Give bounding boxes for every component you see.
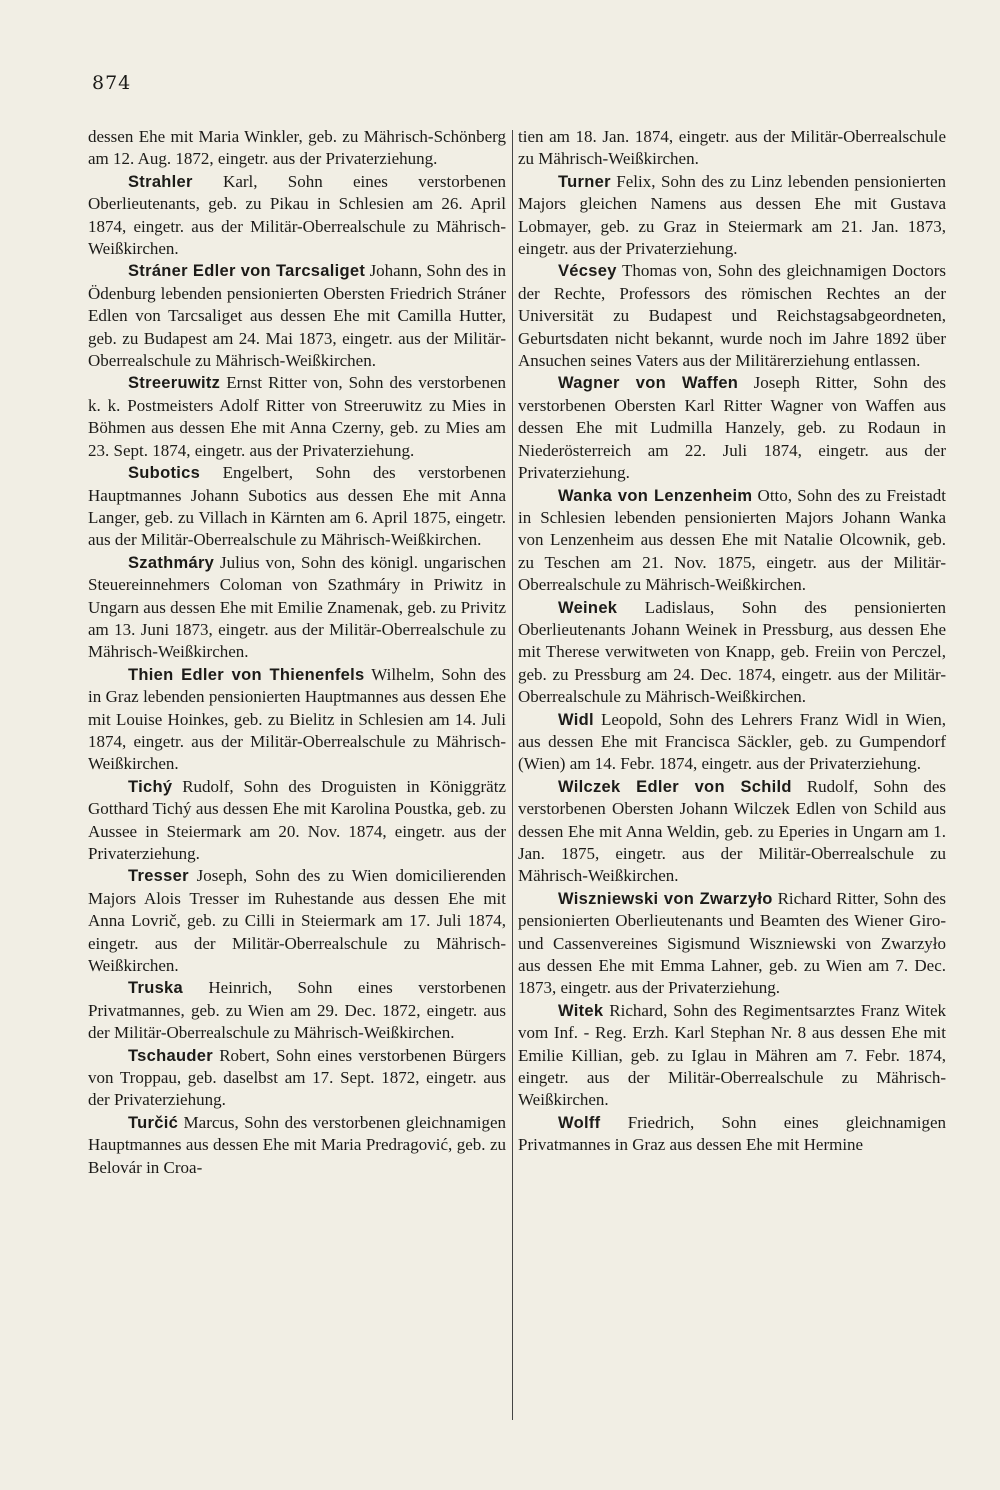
list-item xyxy=(88,260,506,372)
entry-surname: Wilczek Edler von Schild xyxy=(558,777,792,796)
entry-surname: Strahler xyxy=(128,172,193,191)
entry-text: Joseph, Sohn des zu Wien domicilierenden Majors Alois Tresser im Ruhestande aus dessen Ehe mit Anna Lovrič, geb. zu Cilli in Steiermark am 17. Juli 1874, eingetr. aus der Militär-Oberrealschule zu Mährisch-Weißkirchen. xyxy=(88,866,506,976)
entry-text: Leopold, Sohn des Lehrers Franz Widl in Wien, aus dessen Ehe mit Francisca Säckler, geb. zu Gumpendorf (Wien) am 14. Febr. 1874, eingetr. aus der Privaterziehung. xyxy=(518,709,946,774)
entry-text: Ernst Ritter von, Sohn des verstorbenen k. k. Postmeisters Adolf Ritter von Streeruwitz zu Mies in Böhmen aus dessen Ehe mit Anna Czerny, geb. zu Mies am 23. Sept. 1874, eingetr. aus der Privaterziehung. xyxy=(88,373,506,460)
entry-text: Friedrich, Sohn eines gleichnamigen Privatmannes in Graz aus dessen Ehe mit Hermine xyxy=(518,1112,946,1155)
entry-text: Richard Ritter, Sohn des pensionierten Oberlieutenants und Beamten des Wiener Giro- und Cassenvereines Sigismund Wiszniewski von Zwarzyło aus dessen Ehe mit Emma Lahner, geb. zu Wien am 7. Dec. 1873, eingetr. aus der Privaterziehung. xyxy=(518,888,947,998)
list-item xyxy=(88,1045,506,1112)
entry-text: Rudolf, Sohn des verstorbenen Obersten Johann Wilczek Edlen von Schild aus dessen Ehe mit Anna Weldin, geb. zu Eperies in Ungarn am 1. Jan. 1875, eingetr. aus der Militär-Oberrealschule zu Mährisch-Weißkirchen. xyxy=(518,776,946,886)
entry-surname: Tichý xyxy=(128,777,173,796)
list-item xyxy=(518,372,946,484)
entry-surname: Weinek xyxy=(558,598,618,617)
entry-surname: Wolff xyxy=(558,1113,601,1132)
list-item xyxy=(88,552,506,664)
entry-surname: Witek xyxy=(558,1001,604,1020)
entry-surname: Wanka von Lenzenheim xyxy=(558,486,753,505)
entry-surname: Streeruwitz xyxy=(128,374,221,393)
right-column xyxy=(518,126,946,1157)
entry-text: dessen Ehe mit Maria Winkler, geb. zu Mährisch-Schönberg am 12. Aug. 1872, eingetr. aus der Privaterziehung. xyxy=(88,127,506,169)
left-column xyxy=(88,126,506,1179)
entry-text: Heinrich, Sohn eines verstorbenen Privatmannes, geb. zu Wien am 29. Dec. 1872, eingetr. aus der Militär-Oberrealschule zu Mährisch-Weißkirchen. xyxy=(88,978,506,1043)
entry-text: Engelbert, Sohn des verstorbenen Hauptmannes Johann Subotics aus dessen Ehe mit Anna Langer, geb. zu Villach in Kärnten am 6. April 1875, eingetr. aus der Militär-Oberrealschule zu Mährisch-Weißkirchen. xyxy=(88,463,506,550)
list-item xyxy=(518,171,946,261)
entry-text: Wilhelm, Sohn des in Graz lebenden pensionierten Hauptmannes aus dessen Ehe mit Louise Hoinkes, geb. zu Bielitz in Schlesien am 14. Juli 1874, eingetr. aus der Militär-Oberrealschule zu Mährisch-Weißkirchen. xyxy=(88,664,506,774)
list-item xyxy=(88,776,506,866)
column-divider xyxy=(512,130,513,1420)
entry-surname: Wagner von Waffen xyxy=(558,374,739,393)
entry-surname: Turner xyxy=(558,172,611,191)
entry-surname: Widl xyxy=(558,710,594,729)
list-item xyxy=(518,709,946,776)
list-item xyxy=(88,977,506,1044)
page-number: 874 xyxy=(92,72,132,94)
list-item xyxy=(518,888,946,1000)
list-item xyxy=(88,171,506,261)
list-item xyxy=(88,1112,506,1179)
entry-surname: Tschauder xyxy=(128,1046,213,1065)
list-item xyxy=(518,126,946,171)
list-item xyxy=(518,485,946,597)
list-item xyxy=(88,372,506,462)
list-item xyxy=(88,865,506,977)
entry-text: Thomas von, Sohn des gleichnamigen Doctors der Rechte, Professors des römischen Rechtes an der Universität zu Budapest und Reichstagsabgeordneten, Geburtsdaten nicht bekannt, wurde noch im Jahre 1892 über Ansuchen seines Vaters aus der Militärerziehung entlassen. xyxy=(518,261,946,371)
entry-text: Julius von, Sohn des königl. ungarischen Steuereinnehmers Coloman von Szathmáry in Priwitz in Ungarn aus dessen Ehe mit Emilie Znamenak, geb. zu Privitz am 13. Juni 1873, eingetr. aus der Militär-Oberrealschule zu Mährisch-Weißkirchen. xyxy=(88,552,506,662)
entry-surname: Szathmáry xyxy=(128,553,215,572)
list-item xyxy=(88,664,506,776)
entry-text: Johann, Sohn des in Ödenburg lebenden pensionierten Obersten Friedrich Stráner Edlen von Tarcsaliget aus dessen Ehe mit Camilla Hutter, geb. zu Budapest am 24. Mai 1873, eingetr. aus der Militär-Oberrealschule zu Mährisch-Weißkirchen. xyxy=(88,261,507,371)
entry-text: Rudolf, Sohn des Droguisten in Königgrätz Gotthard Tichý aus dessen Ehe mit Karolina Poustka, geb. zu Aussee in Steiermark am 20. Nov. 1874, eingetr. aus der Privaterziehung. xyxy=(88,776,506,863)
list-item xyxy=(88,462,506,552)
list-item xyxy=(518,597,946,709)
entry-surname: Tresser xyxy=(128,867,189,886)
entry-surname: Turčić xyxy=(128,1113,179,1132)
entry-text: Robert, Sohn eines verstorbenen Bürgers von Troppau, geb. daselbst am 17. Sept. 1872, eingetr. aus der Privaterziehung. xyxy=(88,1045,506,1110)
list-item xyxy=(518,776,946,888)
list-item xyxy=(88,126,506,171)
entry-surname: Vécsey xyxy=(558,262,617,281)
entry-text: Richard, Sohn des Regimentsarztes Franz Witek vom Inf. - Reg. Erzh. Karl Stephan Nr. 8 aus dessen Ehe mit Emilie Killian, geb. zu Iglau in Mähren am 7. Febr. 1874, eingetr. aus der Militär-Oberrealschule zu Mährisch-Weißkirchen. xyxy=(518,1000,946,1110)
entry-text: Marcus, Sohn des verstorbenen gleichnamigen Hauptmannes aus dessen Ehe mit Maria Predragović, geb. zu Belovár in Croa- xyxy=(88,1112,506,1177)
entry-text: Otto, Sohn des zu Freistadt in Schlesien lebenden pensionierten Majors Johann Wanka von Lenzenheim aus dessen Ehe mit Natalie Olcownik, geb. zu Teschen am 21. Nov. 1875, eingetr. aus der Militär-Oberrealschule zu Mährisch-Weißkirchen. xyxy=(518,485,946,595)
entry-text: Joseph Ritter, Sohn des verstorbenen Obersten Karl Ritter Wagner von Waffen aus dessen Ehe mit Ludmilla Hanzely, geb. zu Rodaun in Niederösterreich am 22. Juli 1874, eingetr. aus der Privaterziehung. xyxy=(518,373,946,483)
entry-surname: Subotics xyxy=(128,464,201,483)
entry-text: tien am 18. Jan. 1874, eingetr. aus der Militär-Oberrealschule zu Mährisch-Weißkirchen. xyxy=(518,127,946,169)
list-item xyxy=(518,260,946,372)
entry-surname: Wiszniewski von Zwarzyło xyxy=(558,889,773,908)
entry-surname: Truska xyxy=(128,979,183,998)
entry-text: Ladislaus, Sohn des pensionierten Oberlieutenants Johann Weinek in Pressburg, aus dessen Ehe mit Therese verwitweten von Knapp, geb. Freiin von Perczel, geb. zu Pressburg am 24. Dec. 1874, eingetr. aus der Militär-Oberrealschule zu Mährisch-Weißkirchen. xyxy=(518,597,946,707)
entry-text: Karl, Sohn eines verstorbenen Oberlieutenants, geb. zu Pikau in Schlesien am 26. April 1874, eingetr. aus der Militär-Oberrealschule zu Mährisch-Weißkirchen. xyxy=(88,171,506,259)
entry-surname: Thien Edler von Thienenfels xyxy=(128,665,365,684)
list-item xyxy=(518,1112,946,1157)
entry-surname: Stráner Edler von Tarcsaliget xyxy=(128,262,366,281)
list-item xyxy=(518,1000,946,1112)
entry-text: Felix, Sohn des zu Linz lebenden pensionierten Majors gleichen Namens aus dessen Ehe mit Gustava Lobmayer, geb. zu Graz in Steiermark am 21. Jan. 1873, eingetr. aus der Privaterziehung. xyxy=(518,171,946,259)
